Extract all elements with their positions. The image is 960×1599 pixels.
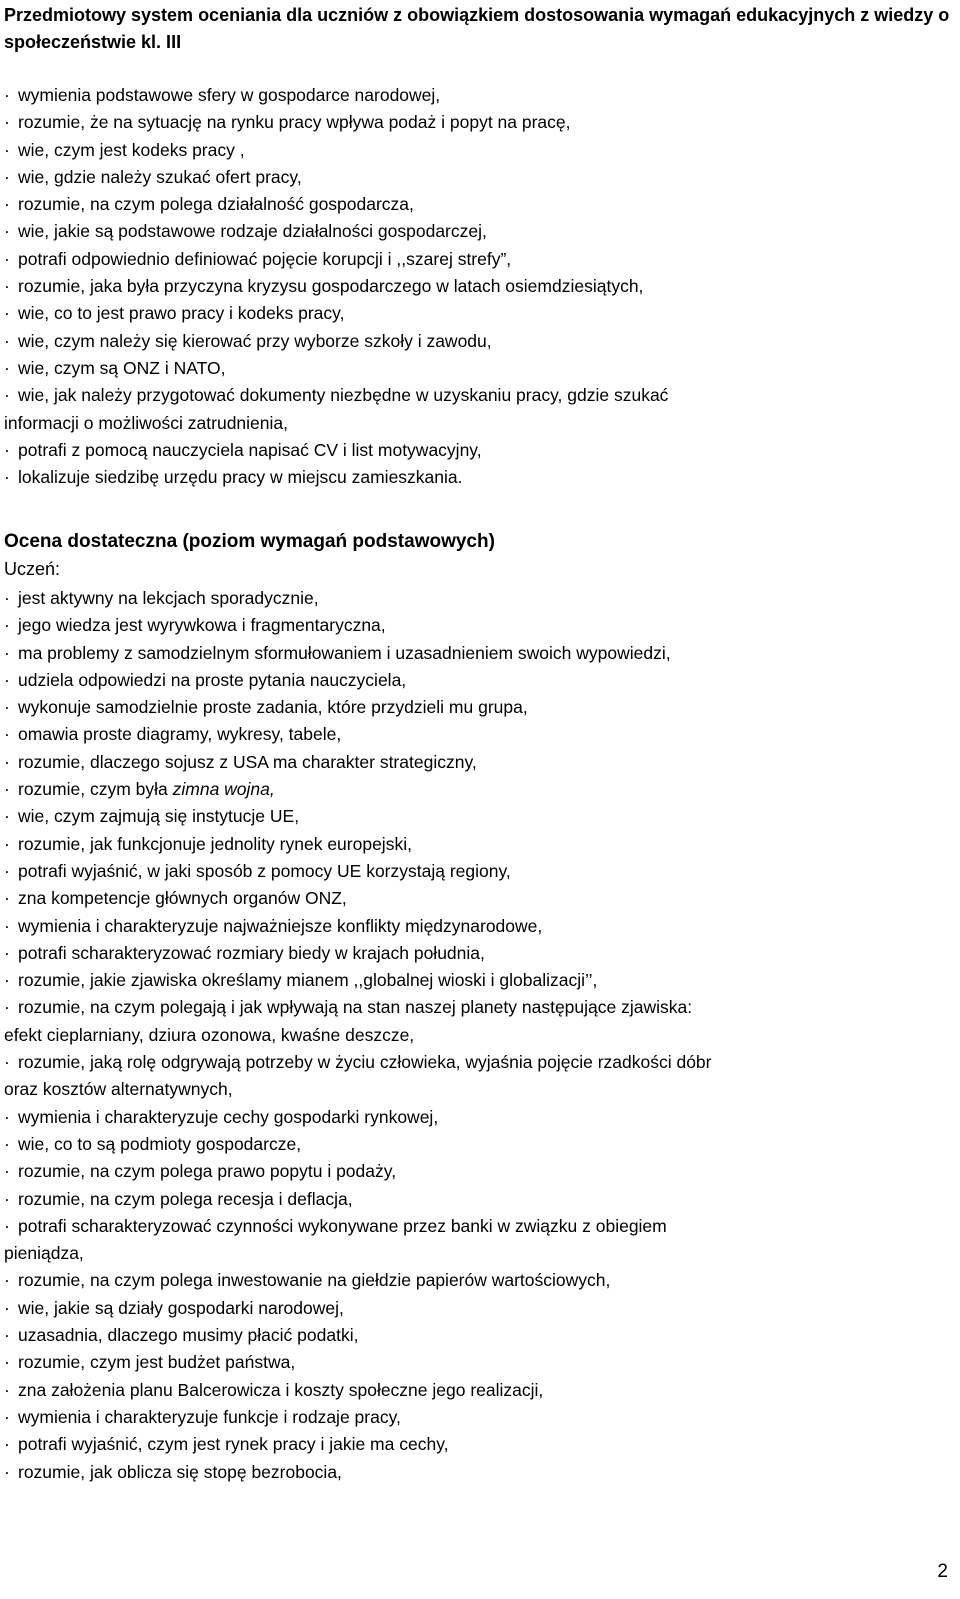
bullet: · bbox=[4, 642, 10, 663]
bullet: · bbox=[4, 385, 10, 406]
list-item: · rozumie, na czym polegają i jak wpływają na stan naszej planety następujące zjawiska: bbox=[4, 994, 954, 1021]
list-item: · rozumie, czym była zimna wojna, bbox=[4, 776, 954, 803]
list-item: · wymienia podstawowe sfery w gospodarce narodowej, bbox=[4, 82, 954, 109]
bullet: · bbox=[4, 276, 10, 297]
bullet: · bbox=[4, 1052, 10, 1073]
bullet: · bbox=[4, 1188, 10, 1209]
list-item: · rozumie, na czym polega inwestowanie na giełdzie papierów wartościowych, bbox=[4, 1267, 954, 1294]
bullet: · bbox=[4, 1270, 10, 1291]
bullet: · bbox=[4, 833, 10, 854]
bullet: · bbox=[4, 1106, 10, 1127]
list-item: · uzasadnia, dlaczego musimy płacić podatki, bbox=[4, 1322, 954, 1349]
bullet: · bbox=[4, 467, 10, 488]
bullet: · bbox=[4, 139, 10, 160]
bullet: · bbox=[4, 112, 10, 133]
list-item: · rozumie, na czym polega recesja i deflacja, bbox=[4, 1186, 954, 1213]
list-item: · rozumie, jak funkcjonuje jednolity rynek europejski, bbox=[4, 831, 954, 858]
list-item: · potrafi scharakteryzować czynności wykonywane przez banki w związku z obiegiem bbox=[4, 1213, 954, 1240]
bullet: · bbox=[4, 248, 10, 269]
list-item: · wie, jakie są działy gospodarki narodowej, bbox=[4, 1295, 954, 1322]
requirements-list-basic bbox=[4, 82, 954, 491]
list-item: · wie, jakie są podstawowe rodzaje działalności gospodarczej, bbox=[4, 218, 954, 245]
bullet: · bbox=[4, 724, 10, 745]
bullet: · bbox=[4, 1461, 10, 1482]
list-item: · wie, czym należy się kierować przy wyborze szkoły i zawodu, bbox=[4, 328, 954, 355]
bullet: · bbox=[4, 1133, 10, 1154]
bullet: · bbox=[4, 1379, 10, 1400]
list-item: · potrafi wyjaśnić, czym jest rynek pracy i jakie ma cechy, bbox=[4, 1431, 954, 1458]
list-item: · omawia proste diagramy, wykresy, tabele, bbox=[4, 721, 954, 748]
list-item: · rozumie, na czym polega prawo popytu i podaży, bbox=[4, 1158, 954, 1185]
page-number: 2 bbox=[937, 1561, 948, 1582]
bullet: · bbox=[4, 915, 10, 936]
requirements-list-satisfactory bbox=[4, 585, 954, 1486]
bullet: · bbox=[4, 1215, 10, 1236]
bullet: · bbox=[4, 330, 10, 351]
bullet: · bbox=[4, 669, 10, 690]
list-item: · jest aktywny na lekcjach sporadycznie, bbox=[4, 585, 954, 612]
list-item: · zna założenia planu Balcerowicza i koszty społeczne jego realizacji, bbox=[4, 1377, 954, 1404]
list-item: · wie, gdzie należy szukać ofert pracy, bbox=[4, 164, 954, 191]
bullet: · bbox=[4, 888, 10, 909]
bullet: · bbox=[4, 615, 10, 636]
bullet: · bbox=[4, 194, 10, 215]
italic-term: zimna wojna, bbox=[172, 779, 275, 800]
bullet: · bbox=[4, 942, 10, 963]
list-item: · wie, jak należy przygotować dokumenty niezbędne w uzyskaniu pracy, gdzie szukać bbox=[4, 382, 954, 409]
list-item: · zna kompetencje głównych organów ONZ, bbox=[4, 885, 954, 912]
list-item: · ma problemy z samodzielnym sformułowaniem i uzasadnieniem swoich wypowiedzi, bbox=[4, 640, 954, 667]
list-item: · potrafi z pomocą nauczyciela napisać CV i list motywacyjny, bbox=[4, 437, 954, 464]
list-item: · jego wiedza jest wyrywkowa i fragmentaryczna, bbox=[4, 612, 954, 639]
bullet: · bbox=[4, 970, 10, 991]
bullet: · bbox=[4, 779, 10, 800]
list-item: · rozumie, na czym polega działalność gospodarcza, bbox=[4, 191, 954, 218]
bullet: · bbox=[4, 1325, 10, 1346]
list-item: · potrafi odpowiednio definiować pojęcie korupcji i ,,szarej strefy”, bbox=[4, 246, 954, 273]
bullet: · bbox=[4, 860, 10, 881]
list-item: · rozumie, jak oblicza się stopę bezrobocia, bbox=[4, 1459, 954, 1486]
bullet: · bbox=[4, 1434, 10, 1455]
list-item: · wie, czym są ONZ i NATO, bbox=[4, 355, 954, 382]
list-item: · rozumie, że na sytuację na rynku pracy wpływa podaż i popyt na pracę, bbox=[4, 109, 954, 136]
document-title: Przedmiotowy system oceniania dla uczniów z obowiązkiem dostosowania wymagań edukacyjnych z wiedzy o społeczeństwie kl. III bbox=[4, 5, 950, 52]
list-item-continuation: oraz kosztów alternatywnych, bbox=[4, 1079, 233, 1100]
list-item: · wie, co to jest prawo pracy i kodeks pracy, bbox=[4, 300, 954, 327]
list-item: · rozumie, jaka była przyczyna kryzysu gospodarczego w latach osiemdziesiątych, bbox=[4, 273, 954, 300]
list-item: · wymienia i charakteryzuje cechy gospodarki rynkowej, bbox=[4, 1104, 954, 1131]
list-item: · wymienia i charakteryzuje funkcje i rodzaje pracy, bbox=[4, 1404, 954, 1431]
bullet: · bbox=[4, 357, 10, 378]
list-item-continuation: efekt cieplarniany, dziura ozonowa, kwaśne deszcze, bbox=[4, 1024, 415, 1045]
list-item: · lokalizuje siedzibę urzędu pracy w miejscu zamieszkania. bbox=[4, 464, 954, 491]
bullet: · bbox=[4, 997, 10, 1018]
list-item-continuation: pieniądza, bbox=[4, 1243, 84, 1264]
list-item: · wie, czym jest kodeks pracy , bbox=[4, 137, 954, 164]
list-item: · wie, co to są podmioty gospodarcze, bbox=[4, 1131, 954, 1158]
bullet: · bbox=[4, 751, 10, 772]
list-item-continuation: informacji o możliwości zatrudnienia, bbox=[4, 412, 288, 433]
bullet: · bbox=[4, 588, 10, 608]
student-label: Uczeń: bbox=[4, 559, 61, 579]
list-item: · wymienia i charakteryzuje najważniejsze konflikty międzynarodowe, bbox=[4, 913, 954, 940]
bullet: · bbox=[4, 303, 10, 324]
list-item: · rozumie, jakie zjawiska określamy mianem ,,globalnej wioski i globalizacji’’, bbox=[4, 967, 954, 994]
bullet: · bbox=[4, 439, 10, 460]
bullet: · bbox=[4, 1406, 10, 1427]
bullet: · bbox=[4, 697, 10, 718]
list-item: · rozumie, czym jest budżet państwa, bbox=[4, 1349, 954, 1376]
list-item: · potrafi scharakteryzować rozmiary biedy w krajach południa, bbox=[4, 940, 954, 967]
bullet: · bbox=[4, 1352, 10, 1373]
list-item: · wykonuje samodzielnie proste zadania, które przydzieli mu grupa, bbox=[4, 694, 954, 721]
list-item: · potrafi wyjaśnić, w jaki sposób z pomocy UE korzystają regiony, bbox=[4, 858, 954, 885]
bullet: · bbox=[4, 806, 10, 827]
bullet: · bbox=[4, 166, 10, 187]
list-item: · wie, czym zajmują się instytucje UE, bbox=[4, 803, 954, 830]
list-item: · udziela odpowiedzi na proste pytania nauczyciela, bbox=[4, 667, 954, 694]
bullet: · bbox=[4, 85, 10, 105]
section-heading: Ocena dostateczna (poziom wymagań podstawowych) bbox=[4, 531, 495, 552]
list-item: · rozumie, jaką rolę odgrywają potrzeby w życiu człowieka, wyjaśnia pojęcie rzadkości dóbr bbox=[4, 1049, 954, 1076]
list-item: · rozumie, dlaczego sojusz z USA ma charakter strategiczny, bbox=[4, 749, 954, 776]
bullet: · bbox=[4, 1161, 10, 1182]
bullet: · bbox=[4, 221, 10, 242]
bullet: · bbox=[4, 1297, 10, 1318]
